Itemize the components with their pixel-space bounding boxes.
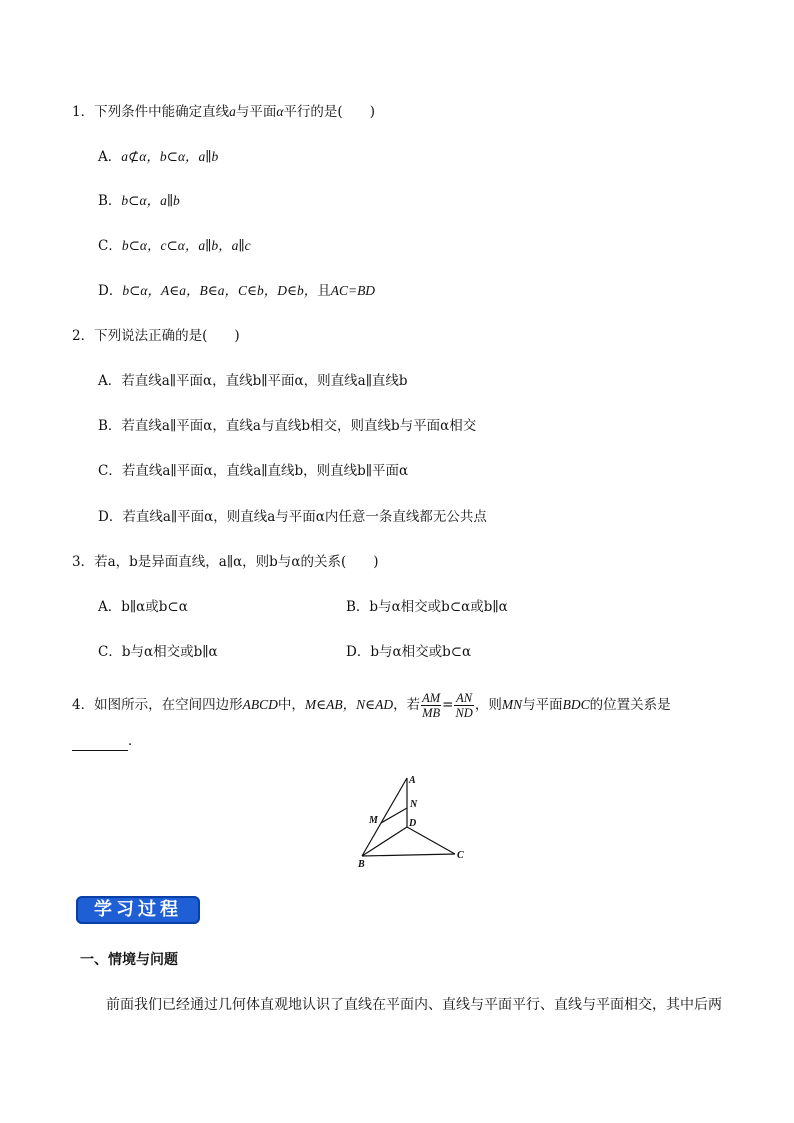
edge-bd <box>362 827 407 856</box>
edge-bc <box>362 854 455 856</box>
question-4-stem: 4．如图所示，在空间四边形ABCD中，M∈AB，N∈AD，若 $\frac{AM}{MB}$ = $\frac{AN}{ND}$ ，则MN与平面BDC的位置关系是 <box>72 691 671 720</box>
question-3-option-d: D．b与α相交或b⊂α <box>346 644 472 660</box>
label-d: D <box>409 818 417 829</box>
question-3-stem: 3．若a，b是异面直线，a∥α，则b与α的关系( ) <box>72 554 379 570</box>
section-title: 一、情境与问题 <box>80 952 178 968</box>
label-c: C <box>457 850 464 861</box>
question-2-option-a: A．若直线a∥平面α，直线b∥平面α，则直线a∥直线b <box>98 373 408 389</box>
label-a: A <box>409 775 416 786</box>
answer-blank[interactable] <box>72 736 128 751</box>
question-2-stem: 2．下列说法正确的是( ) <box>72 328 240 344</box>
section-badge: 学习过程 <box>76 896 200 924</box>
question-2-option-c: C．若直线a∥平面α，直线a∥直线b，则直线b∥平面α <box>98 463 409 479</box>
label-b: B <box>358 859 365 870</box>
question-1-option-d: D．b⊂α，A∈a，B∈a，C∈b，D∈b，且AC=BD <box>98 283 376 299</box>
intro-paragraph: 前面我们已经通过几何体直观地认识了直线在平面内、直线与平面平行、直线与平面相交，其中后两 <box>106 997 722 1013</box>
fraction-an-nd: $\frac{AN}{ND}$ <box>455 691 473 720</box>
question-3-option-c: C．b与α相交或b∥α <box>98 644 218 660</box>
question-1-option-b: B．b⊂α，a∥b <box>98 193 180 209</box>
label-m: M <box>369 815 378 826</box>
label-n: N <box>410 799 418 810</box>
question-2-option-d: D．若直线a∥平面α，则直线a与平面α内任意一条直线都无公共点 <box>98 509 487 525</box>
edge-dc <box>407 827 455 854</box>
question-1-option-a: A．a⊄α，b⊂α，a∥b <box>98 149 219 165</box>
question-1-stem: 1．下列条件中能确定直线a与平面α平行的是( ) <box>72 104 375 120</box>
fraction-am-mb: $\frac{AM}{MB}$ <box>422 691 441 720</box>
question-3-option-a: A．b∥α或b⊂α <box>98 599 188 615</box>
tetrahedron-figure <box>350 770 480 872</box>
question-2-option-b: B．若直线a∥平面α，直线a与直线b相交，则直线b与平面α相交 <box>98 418 477 434</box>
question-3-option-b: B．b与α相交或b⊂α或b∥α <box>346 599 508 615</box>
question-1-option-c: C．b⊂α，c⊂α，a∥b，a∥c <box>98 238 251 254</box>
question-4-answer-line: ． <box>72 731 142 751</box>
